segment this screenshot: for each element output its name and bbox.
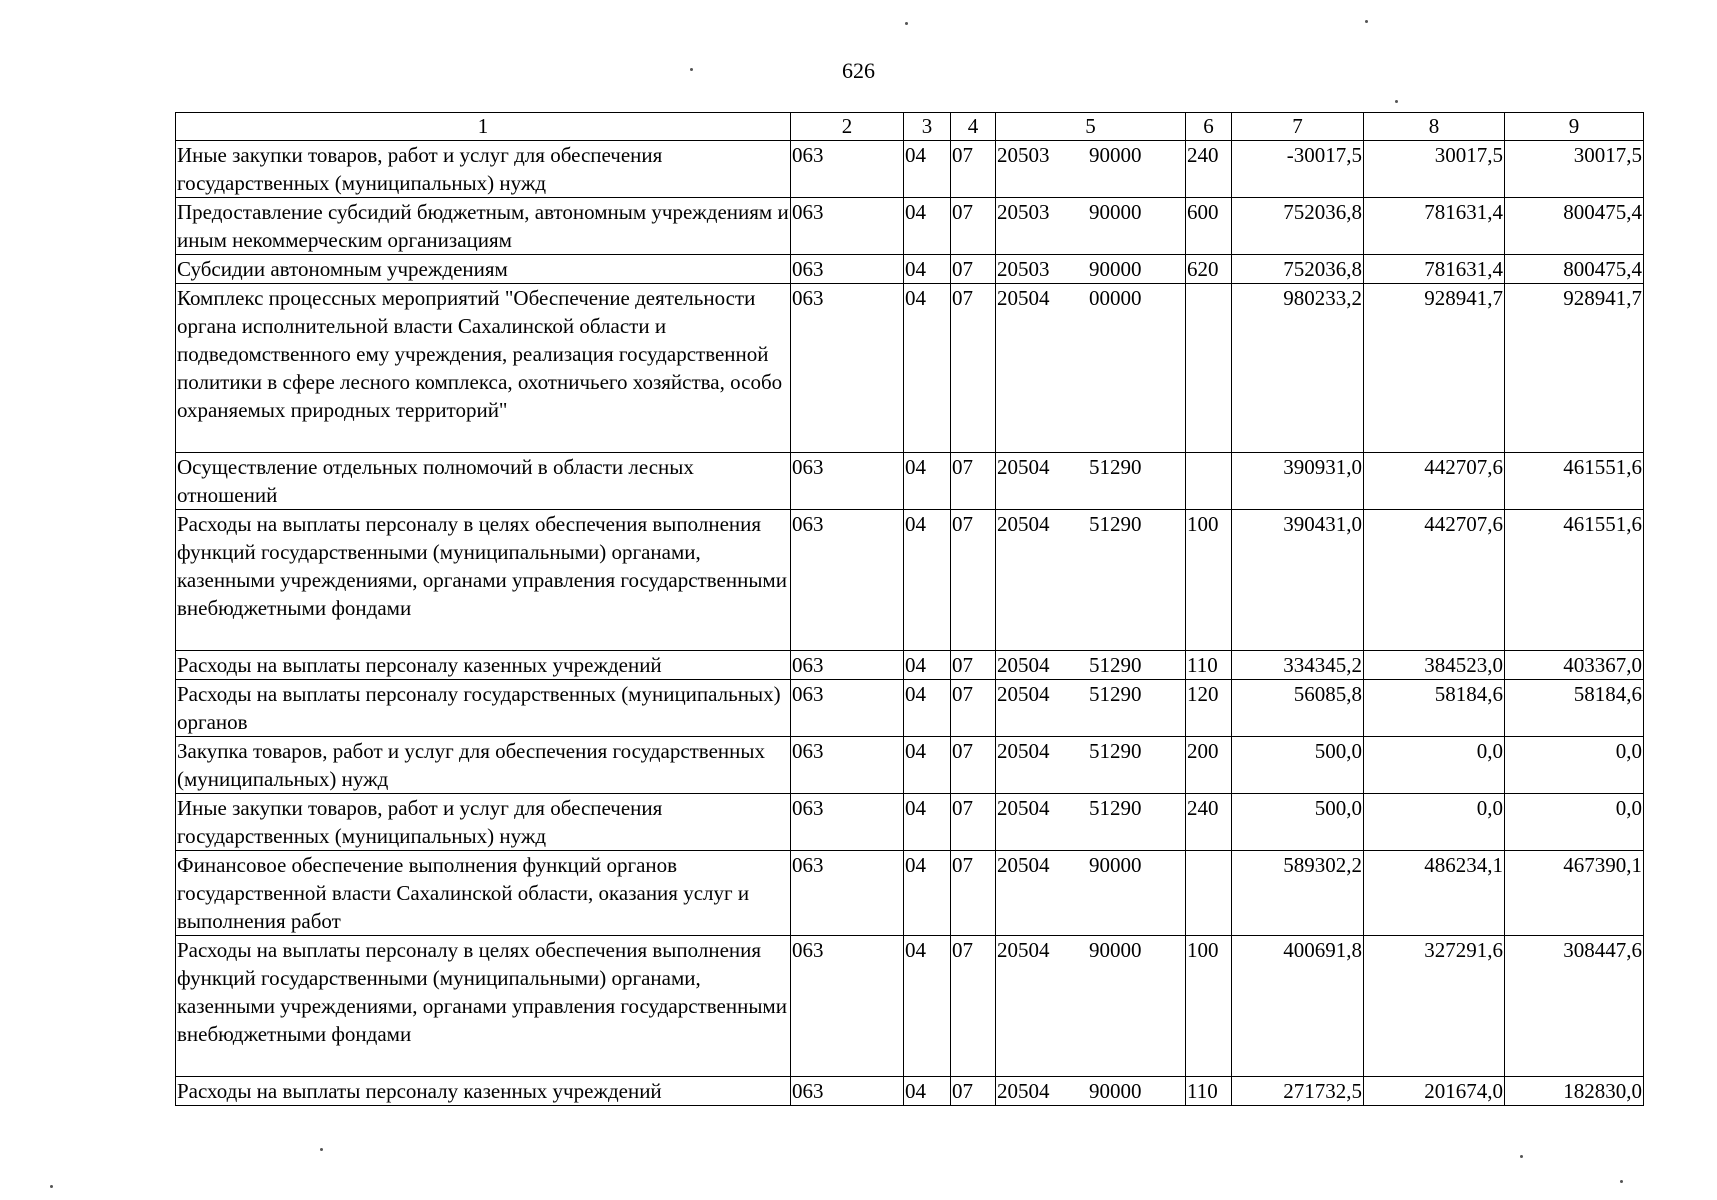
row-name-cell: Закупка товаров, работ и услуг для обеспечения государственных (муниципальных) нужд bbox=[176, 737, 791, 794]
scan-speck bbox=[1520, 1155, 1523, 1158]
admin-code-cell: 063 bbox=[791, 141, 904, 198]
amount-cell: -30017,5 bbox=[1232, 141, 1364, 198]
expense-type-cell: 620 bbox=[1186, 255, 1232, 284]
table-row bbox=[176, 794, 1644, 851]
target-article-cell bbox=[996, 141, 1186, 198]
target-article-cell bbox=[996, 453, 1186, 510]
column-header: 7 bbox=[1232, 113, 1364, 141]
direction-code: 51290 bbox=[1089, 455, 1142, 479]
row-name-cell: Финансовое обеспечение выполнения функций органов государственной власти Сахалинской области, оказания услуг и выполнения работ bbox=[176, 851, 791, 936]
program-code: 20504 bbox=[997, 286, 1050, 310]
direction-code: 90000 bbox=[1089, 938, 1142, 962]
direction-code: 51290 bbox=[1089, 682, 1142, 706]
subsection-cell: 07 bbox=[951, 255, 996, 284]
program-code: 20504 bbox=[997, 682, 1050, 706]
amount-cell: 461551,6 bbox=[1505, 453, 1644, 510]
scan-speck bbox=[1620, 1180, 1623, 1183]
scan-speck bbox=[905, 22, 908, 25]
expense-type-cell: 120 bbox=[1186, 680, 1232, 737]
column-header: 4 bbox=[951, 113, 996, 141]
section-cell: 04 bbox=[904, 680, 951, 737]
amount-cell: 928941,7 bbox=[1364, 284, 1505, 453]
section-cell: 04 bbox=[904, 141, 951, 198]
amount-cell: 308447,6 bbox=[1505, 936, 1644, 1077]
table-row bbox=[176, 255, 1644, 284]
amount-cell: 589302,2 bbox=[1232, 851, 1364, 936]
admin-code-cell: 063 bbox=[791, 680, 904, 737]
subsection-cell: 07 bbox=[951, 737, 996, 794]
subsection-cell: 07 bbox=[951, 651, 996, 680]
expense-type-cell: 100 bbox=[1186, 510, 1232, 651]
direction-code: 90000 bbox=[1089, 257, 1142, 281]
admin-code-cell: 063 bbox=[791, 198, 904, 255]
budget-table bbox=[175, 112, 1644, 1106]
admin-code-cell: 063 bbox=[791, 1077, 904, 1106]
section-cell: 04 bbox=[904, 255, 951, 284]
amount-cell: 0,0 bbox=[1364, 737, 1505, 794]
amount-cell: 384523,0 bbox=[1364, 651, 1505, 680]
admin-code-cell: 063 bbox=[791, 936, 904, 1077]
amount-cell: 334345,2 bbox=[1232, 651, 1364, 680]
amount-cell: 182830,0 bbox=[1505, 1077, 1644, 1106]
amount-cell: 500,0 bbox=[1232, 794, 1364, 851]
scan-speck bbox=[690, 68, 693, 71]
amount-cell: 752036,8 bbox=[1232, 255, 1364, 284]
row-name-cell: Расходы на выплаты персоналу казенных учреждений bbox=[176, 1077, 791, 1106]
admin-code-cell: 063 bbox=[791, 255, 904, 284]
amount-cell: 800475,4 bbox=[1505, 198, 1644, 255]
expense-type-cell: 240 bbox=[1186, 794, 1232, 851]
program-code: 20504 bbox=[997, 853, 1050, 877]
expense-type-cell bbox=[1186, 453, 1232, 510]
table-row bbox=[176, 651, 1644, 680]
subsection-cell: 07 bbox=[951, 141, 996, 198]
table-row bbox=[176, 453, 1644, 510]
target-article-cell bbox=[996, 1077, 1186, 1106]
direction-code: 90000 bbox=[1089, 853, 1142, 877]
amount-cell: 0,0 bbox=[1505, 737, 1644, 794]
amount-cell: 201674,0 bbox=[1364, 1077, 1505, 1106]
row-name-cell: Иные закупки товаров, работ и услуг для обеспечения государственных (муниципальных) нужд bbox=[176, 794, 791, 851]
amount-cell: 0,0 bbox=[1364, 794, 1505, 851]
target-article-cell bbox=[996, 284, 1186, 453]
expense-type-cell: 100 bbox=[1186, 936, 1232, 1077]
page-number: 626 bbox=[842, 58, 875, 83]
direction-code: 90000 bbox=[1089, 143, 1142, 167]
program-code: 20503 bbox=[997, 257, 1050, 281]
table-row bbox=[176, 198, 1644, 255]
admin-code-cell: 063 bbox=[791, 453, 904, 510]
section-cell: 04 bbox=[904, 510, 951, 651]
row-name-cell: Субсидии автономным учреждениям bbox=[176, 255, 791, 284]
target-article-cell bbox=[996, 851, 1186, 936]
expense-type-cell bbox=[1186, 851, 1232, 936]
amount-cell: 390931,0 bbox=[1232, 453, 1364, 510]
direction-code: 51290 bbox=[1089, 653, 1142, 677]
section-cell: 04 bbox=[904, 794, 951, 851]
row-name-cell: Предоставление субсидий бюджетным, автономным учреждениям и иным некоммерческим организациям bbox=[176, 198, 791, 255]
scan-speck bbox=[50, 1185, 53, 1188]
section-cell: 04 bbox=[904, 851, 951, 936]
admin-code-cell: 063 bbox=[791, 851, 904, 936]
program-code: 20504 bbox=[997, 512, 1050, 536]
section-cell: 04 bbox=[904, 198, 951, 255]
admin-code-cell: 063 bbox=[791, 284, 904, 453]
subsection-cell: 07 bbox=[951, 794, 996, 851]
table-row bbox=[176, 284, 1644, 453]
direction-code: 51290 bbox=[1089, 512, 1142, 536]
amount-cell: 403367,0 bbox=[1505, 651, 1644, 680]
direction-code: 51290 bbox=[1089, 739, 1142, 763]
amount-cell: 58184,6 bbox=[1364, 680, 1505, 737]
section-cell: 04 bbox=[904, 453, 951, 510]
direction-code: 00000 bbox=[1089, 286, 1142, 310]
program-code: 20504 bbox=[997, 653, 1050, 677]
section-cell: 04 bbox=[904, 737, 951, 794]
program-code: 20504 bbox=[997, 455, 1050, 479]
subsection-cell: 07 bbox=[951, 680, 996, 737]
subsection-cell: 07 bbox=[951, 1077, 996, 1106]
row-name-cell: Иные закупки товаров, работ и услуг для обеспечения государственных (муниципальных) нужд bbox=[176, 141, 791, 198]
scan-speck bbox=[1365, 20, 1368, 23]
table-row bbox=[176, 936, 1644, 1077]
table-row bbox=[176, 737, 1644, 794]
row-name-cell: Расходы на выплаты персоналу государственных (муниципальных) органов bbox=[176, 680, 791, 737]
target-article-cell bbox=[996, 936, 1186, 1077]
row-name-cell: Осуществление отдельных полномочий в области лесных отношений bbox=[176, 453, 791, 510]
amount-cell: 781631,4 bbox=[1364, 255, 1505, 284]
amount-cell: 800475,4 bbox=[1505, 255, 1644, 284]
amount-cell: 442707,6 bbox=[1364, 453, 1505, 510]
amount-cell: 390431,0 bbox=[1232, 510, 1364, 651]
amount-cell: 752036,8 bbox=[1232, 198, 1364, 255]
target-article-cell bbox=[996, 510, 1186, 651]
amount-cell: 30017,5 bbox=[1505, 141, 1644, 198]
table-row bbox=[176, 851, 1644, 936]
amount-cell: 271732,5 bbox=[1232, 1077, 1364, 1106]
column-header: 8 bbox=[1364, 113, 1505, 141]
target-article-cell bbox=[996, 794, 1186, 851]
direction-code: 51290 bbox=[1089, 796, 1142, 820]
section-cell: 04 bbox=[904, 1077, 951, 1106]
scan-speck bbox=[1395, 100, 1398, 103]
column-header: 5 bbox=[996, 113, 1186, 141]
target-article-cell bbox=[996, 737, 1186, 794]
amount-cell: 442707,6 bbox=[1364, 510, 1505, 651]
target-article-cell bbox=[996, 255, 1186, 284]
row-name-cell: Комплекс процессных мероприятий "Обеспечение деятельности органа исполнительной власти Сахалинской области и подведомственного ему учреждения, реализация государственной политики в сфере лесного комплекса, охотничьего хозяйства, особо охраняемых природных территорий" bbox=[176, 284, 791, 453]
program-code: 20504 bbox=[997, 1079, 1050, 1103]
row-name-cell: Расходы на выплаты персоналу в целях обеспечения выполнения функций государственными (муниципальными) органами, казенными учреждениями, органами управления государственными внебюджетными фондами bbox=[176, 510, 791, 651]
amount-cell: 781631,4 bbox=[1364, 198, 1505, 255]
expense-type-cell: 110 bbox=[1186, 651, 1232, 680]
table-row bbox=[176, 680, 1644, 737]
subsection-cell: 07 bbox=[951, 851, 996, 936]
program-code: 20504 bbox=[997, 938, 1050, 962]
amount-cell: 30017,5 bbox=[1364, 141, 1505, 198]
expense-type-cell: 600 bbox=[1186, 198, 1232, 255]
table-row bbox=[176, 1077, 1644, 1106]
amount-cell: 500,0 bbox=[1232, 737, 1364, 794]
subsection-cell: 07 bbox=[951, 284, 996, 453]
column-header: 2 bbox=[791, 113, 904, 141]
direction-code: 90000 bbox=[1089, 1079, 1142, 1103]
row-name-cell: Расходы на выплаты персоналу в целях обеспечения выполнения функций государственными (муниципальными) органами, казенными учреждениями, органами управления государственными внебюджетными фондами bbox=[176, 936, 791, 1077]
amount-cell: 400691,8 bbox=[1232, 936, 1364, 1077]
admin-code-cell: 063 bbox=[791, 794, 904, 851]
subsection-cell: 07 bbox=[951, 198, 996, 255]
amount-cell: 58184,6 bbox=[1505, 680, 1644, 737]
table-body bbox=[176, 141, 1644, 1106]
subsection-cell: 07 bbox=[951, 453, 996, 510]
expense-type-cell: 200 bbox=[1186, 737, 1232, 794]
amount-cell: 467390,1 bbox=[1505, 851, 1644, 936]
expense-type-cell: 240 bbox=[1186, 141, 1232, 198]
amount-cell: 486234,1 bbox=[1364, 851, 1505, 936]
column-header: 1 bbox=[176, 113, 791, 141]
amount-cell: 56085,8 bbox=[1232, 680, 1364, 737]
target-article-cell bbox=[996, 198, 1186, 255]
target-article-cell bbox=[996, 680, 1186, 737]
section-cell: 04 bbox=[904, 284, 951, 453]
subsection-cell: 07 bbox=[951, 510, 996, 651]
table-row bbox=[176, 141, 1644, 198]
column-header: 9 bbox=[1505, 113, 1644, 141]
section-cell: 04 bbox=[904, 651, 951, 680]
column-header: 3 bbox=[904, 113, 951, 141]
admin-code-cell: 063 bbox=[791, 651, 904, 680]
amount-cell: 461551,6 bbox=[1505, 510, 1644, 651]
table-row bbox=[176, 510, 1644, 651]
program-code: 20503 bbox=[997, 143, 1050, 167]
expense-type-cell: 110 bbox=[1186, 1077, 1232, 1106]
row-name-cell: Расходы на выплаты персоналу казенных учреждений bbox=[176, 651, 791, 680]
scan-speck bbox=[320, 1148, 323, 1151]
program-code: 20504 bbox=[997, 796, 1050, 820]
expense-type-cell bbox=[1186, 284, 1232, 453]
admin-code-cell: 063 bbox=[791, 737, 904, 794]
section-cell: 04 bbox=[904, 936, 951, 1077]
direction-code: 90000 bbox=[1089, 200, 1142, 224]
program-code: 20503 bbox=[997, 200, 1050, 224]
header-row bbox=[176, 113, 1644, 141]
amount-cell: 0,0 bbox=[1505, 794, 1644, 851]
subsection-cell: 07 bbox=[951, 936, 996, 1077]
program-code: 20504 bbox=[997, 739, 1050, 763]
amount-cell: 928941,7 bbox=[1505, 284, 1644, 453]
amount-cell: 327291,6 bbox=[1364, 936, 1505, 1077]
admin-code-cell: 063 bbox=[791, 510, 904, 651]
amount-cell: 980233,2 bbox=[1232, 284, 1364, 453]
target-article-cell bbox=[996, 651, 1186, 680]
column-header: 6 bbox=[1186, 113, 1232, 141]
